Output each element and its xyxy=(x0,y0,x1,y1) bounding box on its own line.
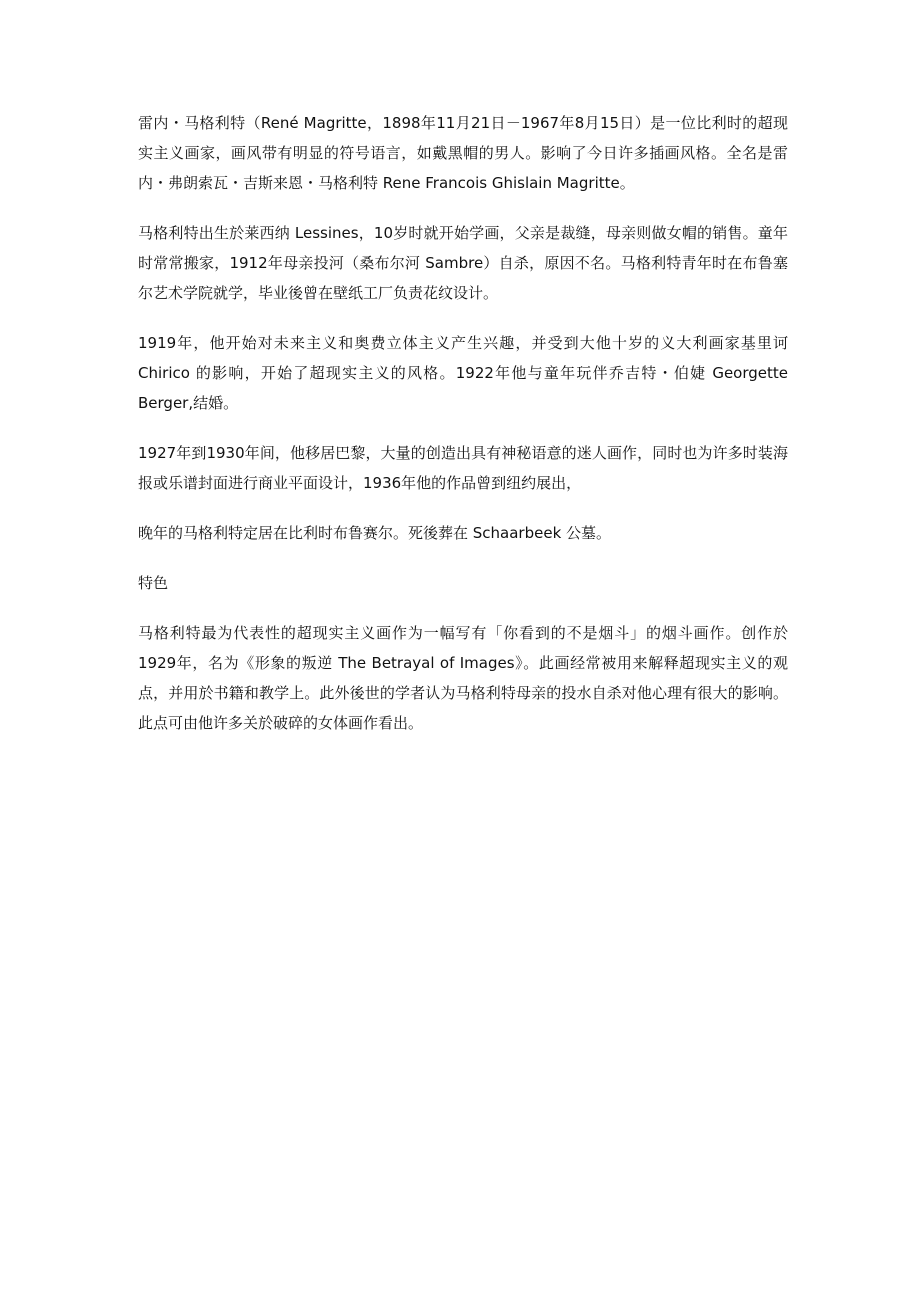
intro-paragraph: 雷内・马格利特（René Magritte，1898年11月21日－1967年8月15日）是一位比利时的超现实主义画家，画风带有明显的符号语言，如戴黑帽的男人。影响了今日许多插画风格。全名是雷内・弗朗索瓦・吉斯来恩・马格利特 Rene Francois Ghislain Magritte。 xyxy=(138,114,788,192)
early-life-paragraph: 马格利特出生於莱西纳 Lessines，10岁时就开始学画，父亲是裁缝，母亲则做女帽的销售。童年时常常搬家，1912年母亲投河（桑布尔河 Sambre）自杀，原因不名。马格利特青年时在布鲁塞尔艺术学院就学，毕业後曾在壁纸工厂负责花纹设计。 xyxy=(138,224,788,302)
paris-paragraph: 1927年到1930年间，他移居巴黎，大量的创造出具有神秘语意的迷人画作，同时也为许多时装海报或乐谱封面进行商业平面设计，1936年他的作品曾到纽约展出， xyxy=(138,444,788,492)
features-paragraph: 马格利特最为代表性的超现实主义画作为一幅写有「你看到的不是烟斗」的烟斗画作。创作於1929年，名为《形象的叛逆 The Betrayal of Images》。此画经常被用来解释超现实主义的观点，并用於书籍和教学上。此外後世的学者认为马格利特母亲的投水自杀对他心理有很大的影响。此点可由他许多关於破碎的女体画作看出。 xyxy=(138,624,788,732)
features-heading: 特色 xyxy=(138,574,169,592)
influence-paragraph: 1919年，他开始对未来主义和奥费立体主义产生兴趣，并受到大他十岁的义大利画家基里诃 Chirico 的影响，开始了超现实主义的风格。1922年他与童年玩伴乔吉特・伯婕 Georgette Berger,结婚。 xyxy=(138,334,788,412)
document-body xyxy=(138,108,788,758)
later-life-paragraph: 晚年的马格利特定居在比利时布鲁赛尔。死後葬在 Schaarbeek 公墓。 xyxy=(138,524,612,542)
